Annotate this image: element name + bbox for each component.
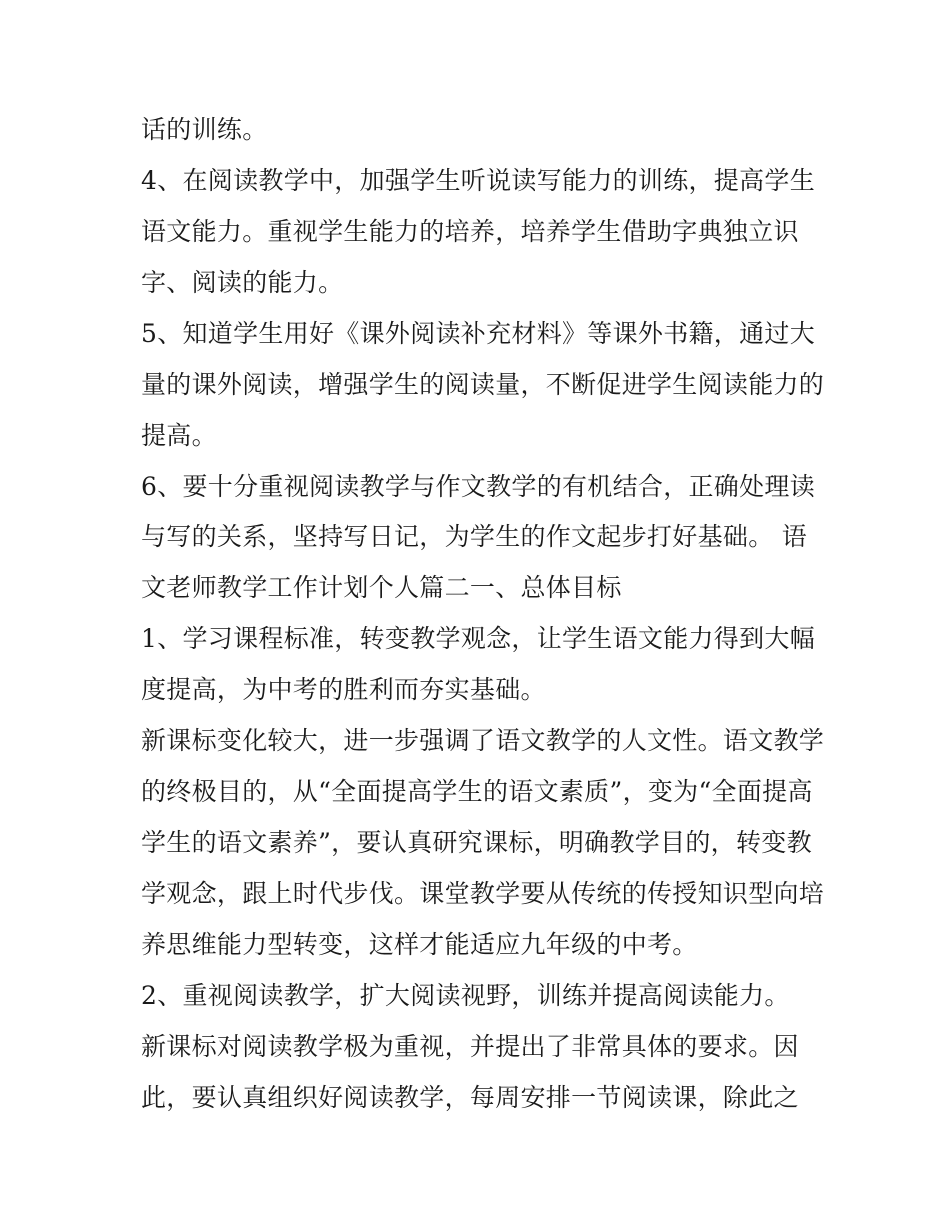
text-line: 量的课外阅读，增强学生的阅读量，不断促进学生阅读能力的 [141,370,825,399]
text-line: 的终极目的，从“全面提高学生的语文素质”，变为“全面提高 [141,777,813,806]
text-line: 2、重视阅读教学，扩大阅读视野，训练并提高阅读能力。 [141,981,790,1010]
text-line: 文老师教学工作计划个人篇二一、总体目标 [141,573,622,602]
text-line: 提高。 [141,421,217,450]
text-line: 学观念，跟上时代步伐。课堂教学要从传统的传授知识型向培 [141,879,825,908]
text-line: 养思维能力型转变，这样才能适应九年级的中考。 [141,930,698,959]
text-line: 5、知道学生用好《课外阅读补充材料》等课外书籍，通过大 [141,319,816,348]
text-line: 语文能力。重视学生能力的培养，培养学生借助字典独立识 [141,217,799,246]
text-line: 度提高，为中考的胜利而夯实基础。 [141,675,546,704]
text-line: 1、学习课程标准，转变教学观念，让学生语文能力得到大幅 [141,624,816,653]
text-line: 此，要认真组织好阅读教学，每周安排一节阅读课，除此之 [141,1083,799,1112]
text-line: 新课标对阅读教学极为重视，并提出了非常具体的要求。因 [141,1032,799,1061]
text-line: 学生的语文素养”，要认真研究课标，明确教学目的，转变教 [141,828,812,857]
text-line: 新课标变化较大，进一步强调了语文教学的人文性。语文教学 [141,726,825,755]
text-line: 话的训练。 [141,115,268,144]
text-line: 6、要十分重视阅读教学与作文教学的有机结合，正确处理读 [141,472,816,501]
text-line: 4、在阅读教学中，加强学生听说读写能力的训练，提高学生 [141,166,816,195]
text-line: 字、阅读的能力。 [141,268,344,297]
text-line: 与写的关系，坚持写日记，为学生的作文起步打好基础。 语 [141,522,808,551]
